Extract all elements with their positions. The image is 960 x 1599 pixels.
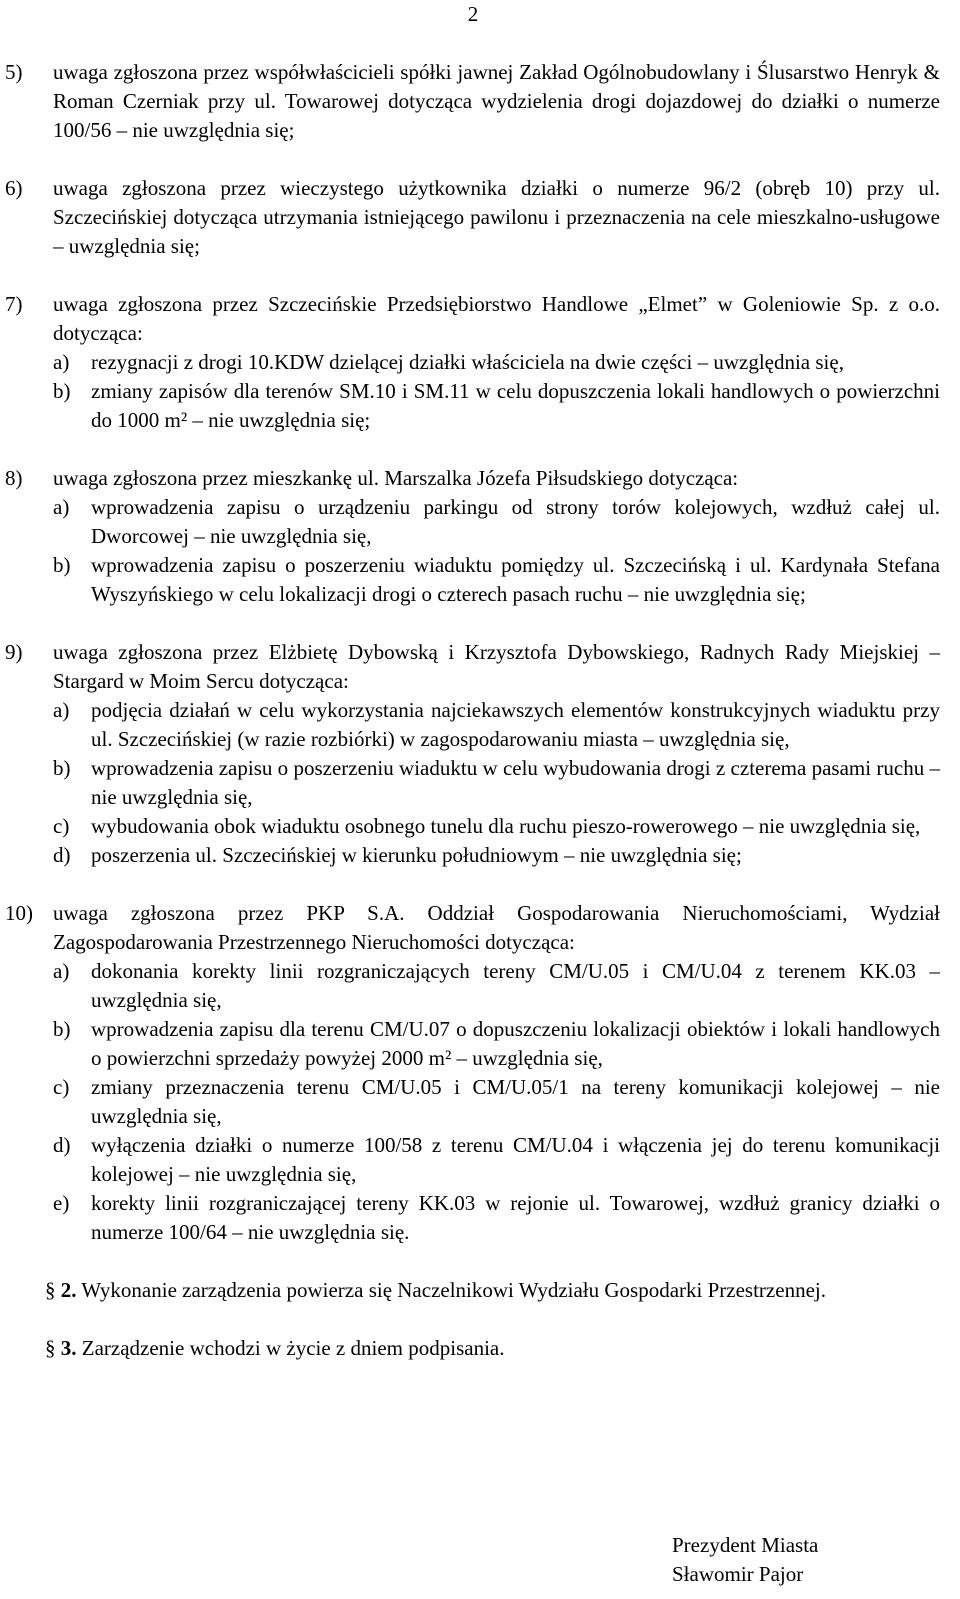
list-item-9	[5, 638, 940, 870]
list-item-5	[5, 58, 940, 145]
list-item-7	[5, 290, 940, 435]
item-text: uwaga zgłoszona przez współwłaścicieli spółki jawnej Zakład Ogólnobudowlany i Ślusarstwo Henryk & Roman Czerniak przy ul. Towarowej dotycząca wydzielenia drogi dojazdowej do działki o numerze 100/56 – nie uwzględnia się;	[53, 60, 940, 142]
item-text: uwaga zgłoszona przez PKP S.A. Oddział Gospodarowania Nieruchomościami, Wydział Zagospodarowania Przestrzennego Nieruchomości dotycząca:	[53, 901, 940, 954]
section-text: Zarządzenie wchodzi w życie z dniem podpisania.	[81, 1336, 505, 1360]
sub-item-letter: a)	[53, 495, 70, 519]
section-sign: §	[45, 1278, 56, 1302]
signature-block	[672, 1531, 818, 1589]
sub-item-text: rezygnacji z drogi 10.KDW dzielącej działki właściciela na dwie części – uwzględnia się,	[91, 350, 844, 374]
sub-item-d	[53, 841, 940, 870]
signature-name: Sławomir Pajor	[672, 1562, 804, 1586]
sub-item-text: wprowadzenia zapisu dla terenu CM/U.07 o dopuszczeniu lokalizacji obiektów i lokali handlowych o powierzchni sprzedaży powyżej 2000 m² – uwzględnia się,	[91, 1017, 940, 1070]
sub-item-letter: a)	[53, 959, 70, 983]
section-2	[5, 1276, 940, 1305]
signature-title: Prezydent Miasta	[672, 1533, 819, 1557]
sub-item-d	[53, 1131, 940, 1189]
item-number: 9)	[5, 640, 23, 664]
sub-item-b	[53, 1015, 940, 1073]
sub-item-text: podjęcia działań w celu wykorzystania najciekawszych elementów konstrukcyjnych wiaduktu przy ul. Szczecińskiej (w razie rozbiórki) w zagospodarowaniu miasta – uwzględnia się,	[91, 698, 940, 751]
sub-item-text: zmiany zapisów dla terenów SM.10 i SM.11 w celu dopuszczenia lokali handlowych o powierzchni do 1000 m² – nie uwzględnia się;	[91, 379, 940, 432]
item-text: uwaga zgłoszona przez wieczystego użytkownika działki o numerze 96/2 (obręb 10) przy ul. Szczecińskiej dotycząca utrzymania istniejącego pawilonu i przeznaczenia na cele mieszkalno-usługowe – uwzględnia się;	[53, 176, 940, 258]
section-text: Wykonanie zarządzenia powierza się Naczelnikowi Wydziału Gospodarki Przestrzennej.	[81, 1278, 826, 1302]
sub-item-text: wybudowania obok wiaduktu osobnego tunelu dla ruchu pieszo-rowerowego – nie uwzględnia się,	[91, 814, 921, 838]
item-number: 8)	[5, 466, 23, 490]
list-item-10	[5, 899, 940, 1247]
sub-item-letter: e)	[53, 1191, 70, 1215]
section-3	[5, 1334, 940, 1363]
section-sign: §	[45, 1336, 56, 1360]
sub-item-b	[53, 754, 940, 812]
sub-item-letter: b)	[53, 553, 71, 577]
list-item-6	[5, 174, 940, 261]
sub-item-letter: b)	[53, 379, 71, 403]
item-number: 5)	[5, 60, 23, 84]
sub-item-b	[53, 551, 940, 609]
sub-item-text: wprowadzenia zapisu o poszerzeniu wiaduktu pomiędzy ul. Szczecińską i ul. Kardynała Stefana Wyszyńskiego w celu lokalizacji drogi o czterech pasach ruchu – nie uwzględnia się;	[91, 553, 940, 606]
item-text: uwaga zgłoszona przez mieszkankę ul. Marszalka Józefa Piłsudskiego dotycząca:	[53, 466, 739, 490]
item-text: uwaga zgłoszona przez Szczecińskie Przedsiębiorstwo Handlowe „Elmet” w Goleniowie Sp. z o.o. dotycząca:	[53, 292, 940, 345]
section-number: 3.	[60, 1336, 77, 1360]
sub-item-letter: b)	[53, 756, 71, 780]
sub-item-text: wyłączenia działki o numerze 100/58 z terenu CM/U.04 i włączenia jej do terenu komunikacji kolejowej – nie uwzględnia się,	[91, 1133, 940, 1186]
sub-item-letter: d)	[53, 1133, 71, 1157]
item-number: 10)	[5, 901, 33, 925]
list-item-8	[5, 464, 940, 609]
sub-item-text: wprowadzenia zapisu o poszerzeniu wiaduktu w celu wybudowania drogi z czterema pasami ruchu – nie uwzględnia się,	[91, 756, 940, 809]
sub-item-c	[53, 812, 940, 841]
sub-item-letter: a)	[53, 698, 70, 722]
sub-item-letter: a)	[53, 350, 70, 374]
sub-item-a	[53, 348, 940, 377]
sub-item-text: poszerzenia ul. Szczecińskiej w kierunku południowym – nie uwzględnia się;	[91, 843, 742, 867]
item-text: uwaga zgłoszona przez Elżbietę Dybowską i Krzysztofa Dybowskiego, Radnych Rady Miejskiej – Stargard w Moim Sercu dotycząca:	[53, 640, 940, 693]
sub-item-e	[53, 1189, 940, 1247]
sub-item-letter: c)	[53, 814, 70, 838]
sub-item-b	[53, 377, 940, 435]
sub-item-a	[53, 696, 940, 754]
sub-item-a	[53, 493, 940, 551]
section-number: 2.	[60, 1278, 77, 1302]
sub-item-letter: b)	[53, 1017, 71, 1041]
page-number: 2	[467, 2, 479, 26]
sub-item-text: korekty linii rozgraniczającej tereny KK.03 w rejonie ul. Towarowej, wzdłuż granicy działki o numerze 100/64 – nie uwzględnia się.	[91, 1191, 940, 1244]
sub-item-letter: c)	[53, 1075, 70, 1099]
item-number: 7)	[5, 292, 23, 316]
sub-item-c	[53, 1073, 940, 1131]
sub-item-text: dokonania korekty linii rozgraniczających tereny CM/U.05 i CM/U.04 z terenem KK.03 – uwzględnia się,	[91, 959, 940, 1012]
document-body	[5, 58, 940, 1363]
item-number: 6)	[5, 176, 23, 200]
sub-item-text: wprowadzenia zapisu o urządzeniu parkingu od strony torów kolejowych, wzdłuż całej ul. Dworcowej – nie uwzględnia się,	[91, 495, 940, 548]
sub-item-text: zmiany przeznaczenia terenu CM/U.05 i CM/U.05/1 na tereny komunikacji kolejowej – nie uwzględnia się,	[91, 1075, 940, 1128]
sub-item-letter: d)	[53, 843, 71, 867]
sub-item-a	[53, 957, 940, 1015]
